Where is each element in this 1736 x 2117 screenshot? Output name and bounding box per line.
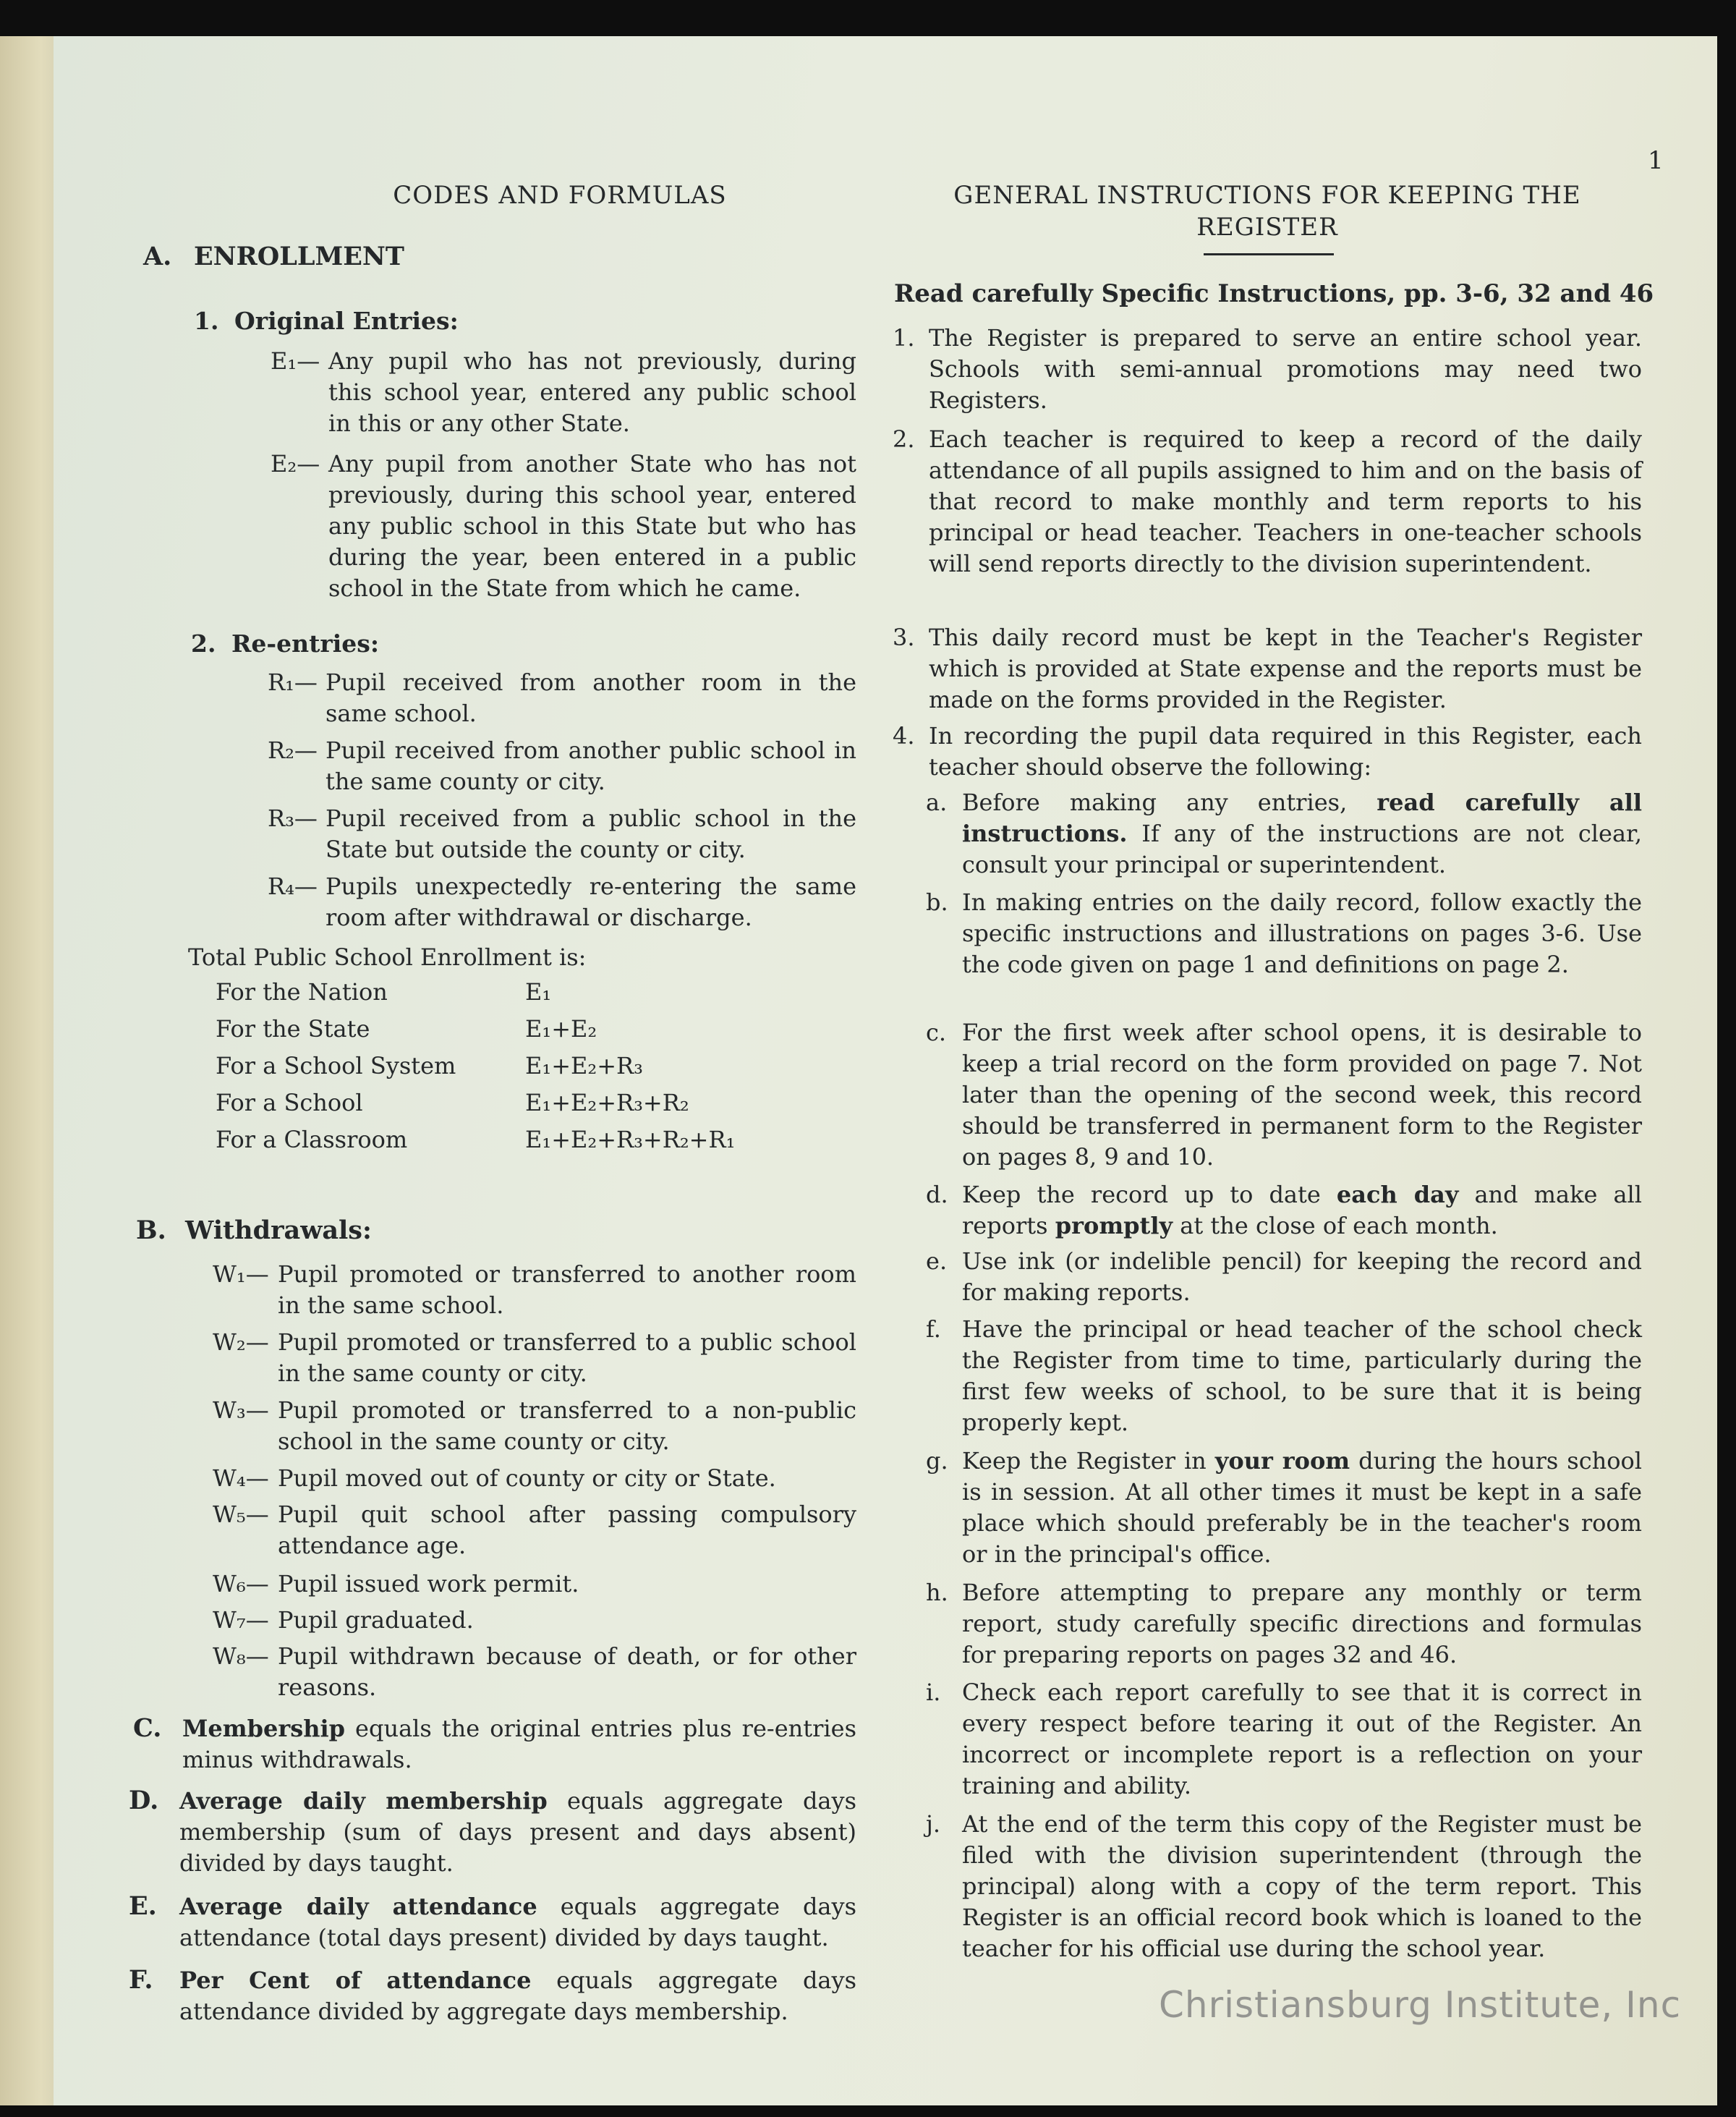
average-daily-attendance-term: Average daily attendance — [179, 1893, 537, 1920]
item-4-text: In recording the pupil data required in this Register, each teacher should observe the following: — [929, 722, 1642, 781]
definition-w5: Pupil quit school after passing compulsory attendance age. — [278, 1501, 856, 1559]
definition-average-daily-attendance — [179, 1891, 856, 1953]
section-c-letter: C. — [133, 1713, 162, 1743]
formula-row — [216, 1015, 867, 1052]
code-w7: W₇— — [213, 1606, 269, 1634]
re-entries-number: 2. — [191, 629, 216, 658]
formula-label: For the Nation — [216, 978, 388, 1006]
formula-label: For a Classroom — [216, 1126, 408, 1153]
item-2-text: Each teacher is required to keep a record of the daily attendance of all pupils assigned to him and on the basis of that record to make monthly and term reports to his principal or head teacher. Teachers in one-teacher schools will send reports directly to the division superintendent. — [929, 425, 1642, 577]
formula-row — [216, 1126, 867, 1163]
read-carefully-note: Read carefully Specific Instructions, pp. 3-6, 32 and 46 — [894, 279, 1654, 308]
code-w4: W₄— — [213, 1464, 269, 1492]
item-d-post: at the close of each month. — [1173, 1212, 1498, 1239]
definition-per-cent-attendance — [179, 1965, 856, 2027]
item-g-post: during the hours school is in session. At all other times it must be kept in a safe place which should preferably be in the teacher's room or in the principal's office. — [962, 1447, 1643, 1568]
item-c-letter: c. — [926, 1019, 947, 1046]
definition-w1 — [278, 1259, 856, 1321]
definition-r2: Pupil received from another public school in the same county or city. — [326, 737, 856, 795]
item-h-letter: h. — [926, 1579, 948, 1606]
item-a-text — [962, 787, 1642, 881]
formula-value: E₁+E₂+R₃+R₂+R₁ — [525, 1126, 736, 1153]
general-instructions-title-line1: GENERAL INSTRUCTIONS FOR KEEPING THE — [953, 181, 1581, 210]
item-3-text: This daily record must be kept in the Teacher's Register which is provided at State expense and the reports must be made on the forms provided in the Register. — [929, 624, 1642, 713]
definition-e2: Any pupil from another State who has not previously, during this school year, entered any public school in this State but who has during the year, been entered in a public school in the State from which he came. — [328, 450, 856, 602]
item-f-text: Have the principal or head teacher of the school check the Register from time to time, particularly during the first few weeks of school, to be sure that it is being properly kept. — [962, 1315, 1642, 1436]
item-d-text — [962, 1179, 1642, 1242]
average-daily-membership-text: equals aggregate days membership (sum of days present and days absent) divided by days taught. — [179, 1787, 857, 1877]
item-1-text: The Register is prepared to serve an entire school year. Schools with semi-annual promotions may need two Registers. — [929, 324, 1642, 414]
definition-w8: Pupil withdrawn because of death, or for other reasons. — [278, 1642, 856, 1701]
item-j-letter: j. — [926, 1810, 941, 1838]
formula-label: For a School System — [216, 1052, 456, 1079]
general-instructions-title-line2: REGISTER — [1196, 213, 1338, 242]
section-b-title: Withdrawals: — [185, 1216, 372, 1245]
membership-text: equals the original entries plus re-entries minus withdrawals. — [182, 1715, 856, 1773]
membership-term: Membership — [182, 1715, 346, 1742]
item-g-bold: your room — [1214, 1447, 1350, 1475]
section-b-letter: B. — [136, 1216, 166, 1245]
formula-row — [216, 1089, 867, 1126]
definition-average-daily-membership — [179, 1786, 856, 1879]
per-cent-attendance-text: equals aggregate days attendance divided by aggregate days membership. — [179, 1967, 857, 2025]
codes-and-formulas-title: CODES AND FORMULAS — [393, 181, 727, 210]
code-w2: W₂— — [213, 1328, 269, 1356]
formula-row — [216, 1052, 867, 1089]
item-d-pre: Keep the record up to date — [962, 1181, 1337, 1208]
definition-w1-text: Pupil promoted or transferred to another room in the same school. — [278, 1260, 856, 1319]
item-d-bold2: promptly — [1055, 1212, 1173, 1239]
definition-r3: Pupil received from a public school in the State but outside the county or city. — [326, 805, 856, 863]
item-j-text: At the end of the term this copy of the Register must be filed with the division superintendent (through the principal) along with a copy of the term report. This Register is an official record book which is loaned to the teacher for his official use during the school year. — [962, 1810, 1642, 1962]
definition-w4: Pupil moved out of county or city or State. — [278, 1464, 776, 1492]
code-r1: R₁— — [268, 669, 318, 696]
formula-value: E₁ — [525, 978, 552, 1006]
average-daily-attendance-text: equals aggregate days attendance (total days present) divided by days taught. — [179, 1893, 857, 1951]
code-w6: W₆— — [213, 1570, 269, 1598]
item-2-number: 2. — [893, 425, 915, 453]
code-w3: W₃— — [213, 1396, 269, 1424]
item-b-letter: b. — [926, 888, 948, 916]
item-h-text: Before attempting to prepare any monthly or term report, study carefully specific directions and formulas for preparing reports on pages 32 and 46. — [962, 1579, 1642, 1668]
per-cent-attendance-term: Per Cent of attendance — [179, 1967, 532, 1994]
item-a-pre: Before making any entries, — [962, 789, 1377, 816]
item-g-pre: Keep the Register in — [962, 1447, 1215, 1475]
watermark-text: Christiansburg Institute, Inc — [1159, 1984, 1682, 2026]
section-d-letter: D. — [129, 1786, 159, 1815]
definition-e1 — [328, 346, 856, 439]
formula-label: For a School — [216, 1089, 363, 1116]
item-b-text: In making entries on the daily record, follow exactly the specific instructions and illustrations on pages 3-6. Use the code given on page 1 and definitions on page 2. — [962, 888, 1642, 978]
item-a-post: If any of the instructions are not clear, consult your principal or superintendent. — [962, 820, 1642, 878]
item-a-letter: a. — [926, 789, 948, 816]
item-4-number: 4. — [893, 722, 915, 750]
section-a-letter: A. — [143, 242, 172, 271]
definition-w7: Pupil graduated. — [278, 1606, 474, 1634]
code-r4: R₄— — [268, 873, 318, 900]
page-number: 1 — [1648, 146, 1664, 175]
formula-value: E₁+E₂+R₃+R₂ — [525, 1089, 689, 1116]
formula-value: E₁+E₂ — [525, 1015, 597, 1043]
definition-w3: Pupil promoted or transferred to a non-public school in the same county or city. — [278, 1396, 856, 1455]
code-w1: W₁— — [213, 1260, 269, 1288]
left-page-edge — [0, 36, 58, 2105]
item-e-text: Use ink (or indelible pencil) for keeping the record and for making reports. — [962, 1247, 1642, 1306]
title-rule — [1204, 253, 1334, 255]
item-i-letter: i. — [926, 1679, 941, 1706]
code-w5: W₅— — [213, 1501, 269, 1528]
item-1-number: 1. — [893, 324, 915, 352]
section-e-letter: E. — [129, 1891, 157, 1921]
re-entries-title: Re-entries: — [231, 629, 380, 658]
register-page — [54, 36, 1717, 2105]
section-f-letter: F. — [129, 1965, 153, 1995]
definition-r1: Pupil received from another room in the same school. — [326, 669, 856, 727]
item-i-text: Check each report carefully to see that it is correct in every respect before tearing it out of the Register. An incorrect or incomplete report is a reflection on your training and ability. — [962, 1679, 1642, 1799]
code-e1: E₁— — [271, 347, 320, 375]
definition-w2: Pupil promoted or transferred to a public school in the same county or city. — [278, 1328, 856, 1387]
original-entries-number: 1. — [194, 307, 219, 335]
formula-label: For the State — [216, 1015, 370, 1043]
formula-row — [216, 978, 867, 1015]
code-r2: R₂— — [268, 737, 318, 764]
item-e-letter: e. — [926, 1247, 948, 1275]
definition-r4: Pupils unexpectedly re-entering the same room after withdrawal or discharge. — [326, 873, 856, 931]
section-a-title: ENROLLMENT — [194, 242, 404, 271]
item-a-bold: read carefully all instructions. — [962, 789, 1642, 847]
item-g-text — [962, 1446, 1642, 1570]
code-e2: E₂— — [271, 450, 320, 478]
average-daily-membership-term: Average daily membership — [179, 1787, 548, 1815]
item-3-number: 3. — [893, 624, 915, 651]
total-enrollment-label: Total Public School Enrollment is: — [188, 943, 587, 971]
code-r3: R₃— — [268, 805, 318, 832]
item-g-letter: g. — [926, 1447, 948, 1475]
item-f-letter: f. — [926, 1315, 941, 1343]
original-entries-title: Original Entries: — [234, 307, 459, 335]
code-w8: W₈— — [213, 1642, 269, 1670]
item-d-letter: d. — [926, 1181, 948, 1208]
item-d-bold1: each day — [1336, 1181, 1459, 1208]
definition-e1-text: Any pupil who has not previously, during this school year, entered any public school in this or any other State. — [328, 347, 856, 437]
item-c-text: For the first week after school opens, it is desirable to keep a trial record on the form provided on page 7. Not later than the opening of the second week, this record should be transferred in permanent form to the Register on pages 8, 9 and 10. — [962, 1019, 1642, 1171]
formula-value: E₁+E₂+R₃ — [525, 1052, 643, 1079]
definition-membership — [182, 1713, 856, 1776]
definition-w6: Pupil issued work permit. — [278, 1570, 579, 1598]
enrollment-formula-table — [216, 978, 867, 1163]
item-d-mid: and make all reports — [962, 1181, 1643, 1239]
